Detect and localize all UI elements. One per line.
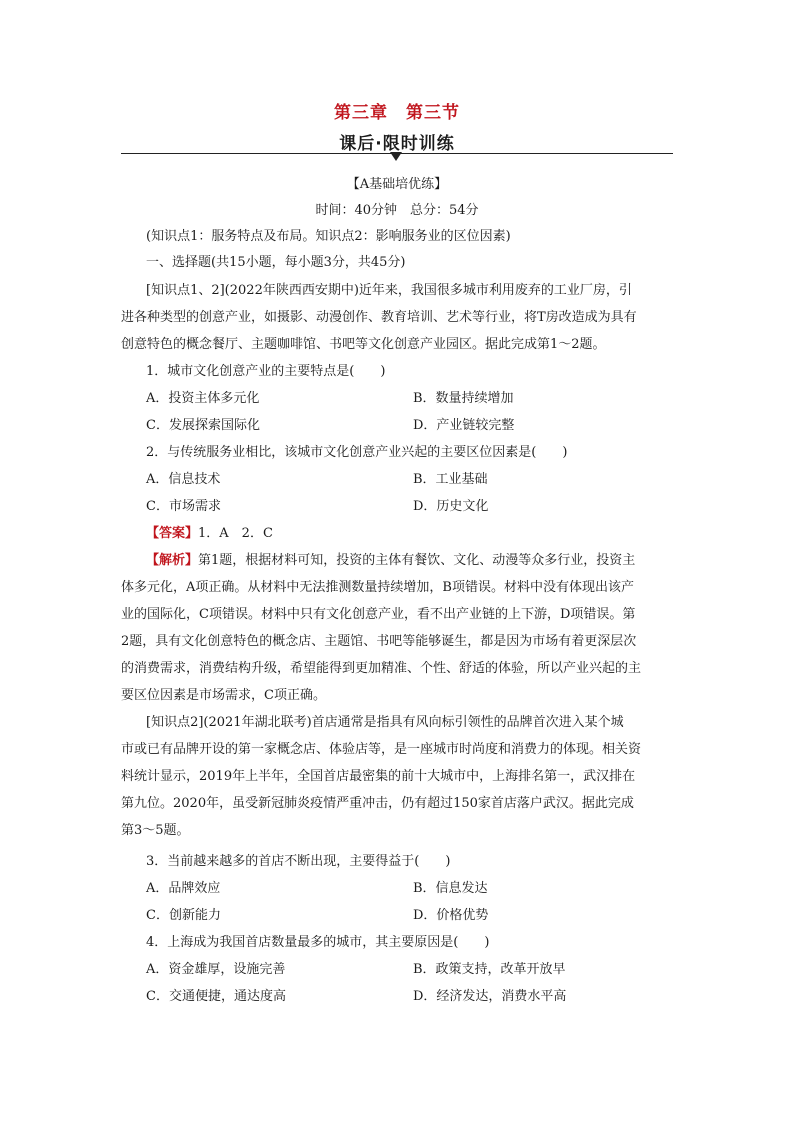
option-c: C．市场需求 <box>146 499 221 514</box>
triangle-marker-icon <box>390 152 402 161</box>
answer-label: 【答案】 <box>146 526 199 541</box>
analysis-line: 2题，具有文化创意特色的概念店、主题馆、书吧等能够诞生，都是因为市场有着更深层次 <box>121 634 637 649</box>
part-title: 一、选择题(共15小题，每小题3分，共45分) <box>146 255 406 270</box>
option-c: C．发展探索国际化 <box>146 418 260 433</box>
material-line: 第九位。2020年，虽受新冠肺炎疫情严重冲击，仍有超过150家首店落户武汉。据此完成 <box>121 796 634 811</box>
time-score-info: 时间：40分钟 总分：54分 <box>315 203 479 218</box>
question-stem: 2．与传统服务业相比，该城市文化创意产业兴起的主要区位因素是( ) <box>146 445 568 460</box>
answer-text: 1．A 2．C <box>198 526 273 541</box>
chapter-title: 第三章 第三节 <box>334 103 460 123</box>
page-subtitle: 课后·限时训练 <box>339 134 455 154</box>
analysis-line: 业的国际化，C项错误。材料中只有文化创意产业，看不出产业链的上下游，D项错误。第 <box>121 607 636 622</box>
analysis-text: 第1题，根据材料可知，投资的主体有餐饮、文化、动漫等众多行业，投资主 <box>198 553 636 568</box>
answer-row <box>146 525 273 543</box>
option-a: A．资金雄厚，设施完善 <box>146 962 286 977</box>
knowledge-points: (知识点1：服务特点及布局。知识点2：影响服务业的区位因素) <box>146 229 511 244</box>
section-label: 【A基础培优练】 <box>346 177 448 192</box>
material-line: [知识点1、2](2022年陕西西安期中)近年来，我国很多城市利用废弃的工业厂房，引 <box>146 283 632 298</box>
analysis-line: 的消费需求，消费结构升级，希望能得到更加精准、个性、舒适的体验，所以产业兴起的主 <box>121 661 642 676</box>
analysis-row <box>146 552 635 570</box>
material-line: 创意特色的概念餐厅、主题咖啡馆、书吧等文化创意产业园区。据此完成第1～2题。 <box>121 337 606 352</box>
option-d: D．经济发达，消费水平高 <box>413 989 567 1004</box>
option-a: A．投资主体多元化 <box>146 391 260 406</box>
option-b: B．数量持续增加 <box>413 391 514 406</box>
material-line: 料统计显示，2019年上半年，全国首店最密集的前十大城市中，上海排名第一，武汉排在 <box>121 769 636 784</box>
material-line: 第3～5题。 <box>121 823 190 838</box>
material-line: [知识点2](2021年湖北联考)首店通常是指具有风向标引领性的品牌首次进入某个城 <box>146 715 624 730</box>
question-stem: 4．上海成为我国首店数量最多的城市，其主要原因是( ) <box>146 935 490 950</box>
option-b: B．信息发达 <box>413 881 488 896</box>
analysis-label: 【解析】 <box>146 553 199 568</box>
question-stem: 3．当前越来越多的首店不断出现，主要得益于( ) <box>146 854 451 869</box>
option-a: A．品牌效应 <box>146 881 221 896</box>
option-d: D．价格优势 <box>413 908 489 923</box>
material-line: 市或已有品牌开设的第一家概念店、体验店等，是一座城市时尚度和消费力的体现。相关资 <box>121 742 642 757</box>
option-c: C．交通便捷，通达度高 <box>146 989 286 1004</box>
analysis-line: 要区位因素是市场需求，C项正确。 <box>121 688 326 703</box>
option-d: D．产业链较完整 <box>413 418 515 433</box>
option-a: A．信息技术 <box>146 472 221 487</box>
material-line: 进各种类型的创意产业，如摄影、动漫创作、教育培训、艺术等行业，将T房改造成为具有 <box>121 310 637 325</box>
question-stem: 1．城市文化创意产业的主要特点是( ) <box>146 364 386 379</box>
option-d: D．历史文化 <box>413 499 489 514</box>
option-b: B．工业基础 <box>413 472 488 487</box>
analysis-line: 体多元化，A项正确。从材料中无法推测数量持续增加，B项错误。材料中没有体现出该产 <box>121 580 634 595</box>
option-c: C．创新能力 <box>146 908 221 923</box>
option-b: B．政策支持，改革开放早 <box>413 962 566 977</box>
